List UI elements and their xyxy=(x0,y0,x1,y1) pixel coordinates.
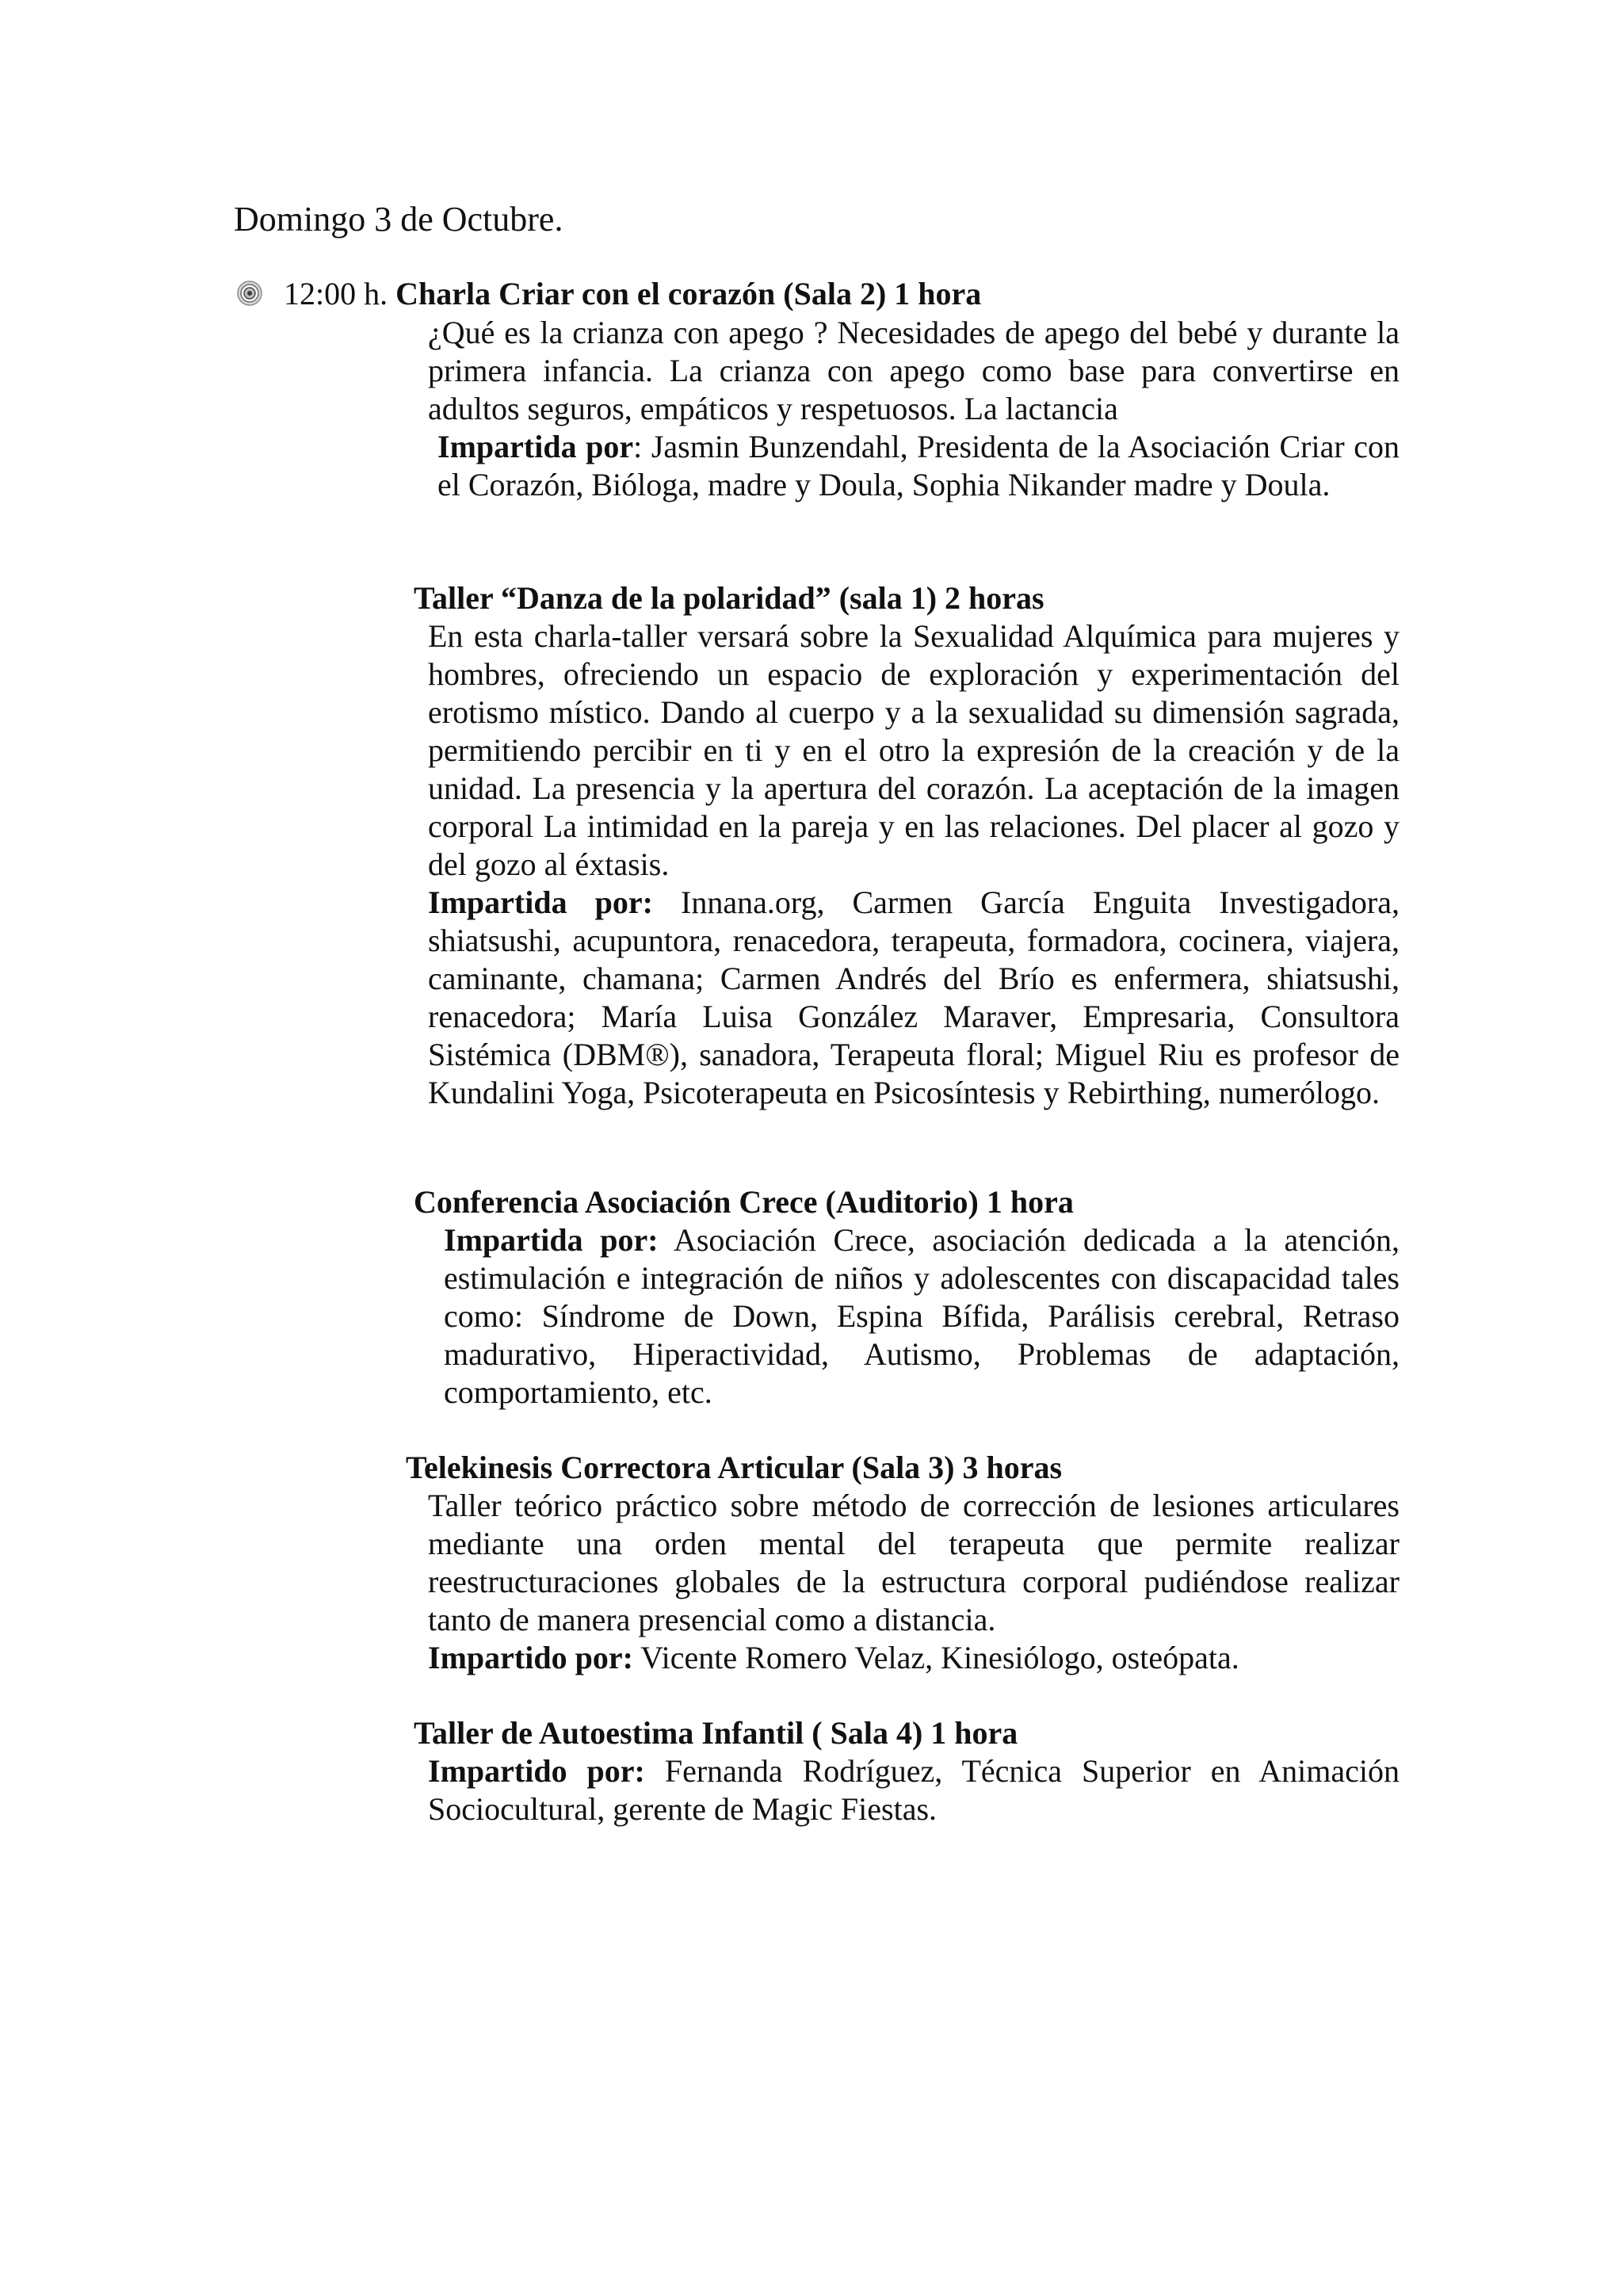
event-1-title: Charla Criar con el corazón (Sala 2) 1 hora xyxy=(395,276,982,311)
event-2-by-label: Impartida por: xyxy=(428,884,653,920)
event-1-description: ¿Qué es la crianza con apego ? Necesidades de apego del bebé y durante la primera infancia. La crianza con apego como base para convertirse en adultos seguros, empáticos y respetuosos. La lactancia xyxy=(428,315,1400,426)
event-2-body xyxy=(428,617,1400,1112)
event-2-description: En esta charla-taller versará sobre la Sexualidad Alquímica para mujeres y hombres, ofreciendo un espacio de exploración y experimentación del erotismo místico. Dando al cuerpo y a la sexualidad su dimensión sagrada, permitiendo percibir en ti y en el otro la expresión de la creación y de la unidad. La presencia y la apertura del corazón. La aceptación de la imagen corporal La intimidad en la pareja y en las relaciones. Del placer al gozo y del gozo al éxtasis. xyxy=(428,618,1400,882)
event-4-body xyxy=(428,1487,1400,1677)
event-2-title: Taller “Danza de la polaridad” (sala 1) 2 horas xyxy=(414,580,1044,616)
event-1-header xyxy=(284,274,981,314)
event-5-presenters xyxy=(428,1752,1400,1828)
circular-bullet-icon xyxy=(236,280,263,307)
event-1-by-label: Impartida por xyxy=(437,429,634,464)
event-4-by-text: Vicente Romero Velaz, Kinesiólogo, osteópata. xyxy=(632,1640,1239,1675)
event-2-by-text: Innana.org, Carmen García Enguita Investigadora, shiatsushi, acupuntora, renacedora, terapeuta, formadora, cocinera, viajera, caminante, chamana; Carmen Andrés del Brío es enfermera, shiatsushi, renacedora; María Luisa González Maraver, Empresaria, Consultora Sistémica (DBM®), sanadora, Terapeuta floral; Miguel Riu es profesor de Kundalini Yoga, Psicoterapeuta en Psicosíntesis y Rebirthing, numerólogo. xyxy=(428,884,1400,1110)
event-3-by-text: Asociación Crece, asociación dedicada a la atención, estimulación e integración de niños y adolescentes con discapacidad tales como: Síndrome de Down, Espina Bífida, Parálisis cerebral, Retraso madurativo, Hiperactividad, Autismo, Problemas de adaptación, comportamiento, etc. xyxy=(444,1222,1400,1410)
event-4-by-label: Impartido por: xyxy=(428,1640,633,1675)
event-1-by-text: : Jasmin Bunzendahl, Presidenta de la Asociación Criar con el Corazón, Bióloga, madre y Doula, Sophia Nikander madre y Doula. xyxy=(437,429,1400,502)
event-1-time: 12:00 h. xyxy=(284,276,388,311)
event-5-body xyxy=(428,1752,1400,1828)
event-2-presenters xyxy=(428,884,1400,1112)
event-4-presenters xyxy=(428,1639,1400,1677)
event-3-body xyxy=(428,1221,1400,1412)
event-3-presenters xyxy=(428,1221,1400,1412)
event-1-body xyxy=(428,314,1400,504)
event-5-by-text: Fernanda Rodríguez, Técnica Superior en Animación Sociocultural, gerente de Magic Fiestas. xyxy=(428,1753,1400,1827)
event-3-by-label: Impartida por: xyxy=(444,1222,659,1258)
event-5-title: Taller de Autoestima Infantil ( Sala 4) 1 hora xyxy=(414,1715,1018,1751)
page-title: Domingo 3 de Octubre. xyxy=(234,200,563,239)
event-3-title: Conferencia Asociación Crece (Auditorio) 1 hora xyxy=(414,1184,1074,1220)
event-1-presenters xyxy=(428,428,1400,504)
event-5-by-label: Impartido por: xyxy=(428,1753,645,1789)
event-4-description: Taller teórico práctico sobre método de corrección de lesiones articulares mediante una orden mental del terapeuta que permite realizar reestructuraciones globales de la estructura corporal pudiéndose realizar tanto de manera presencial como a distancia. xyxy=(428,1488,1400,1637)
event-4-title: Telekinesis Correctora Articular (Sala 3) 3 horas xyxy=(406,1450,1063,1485)
